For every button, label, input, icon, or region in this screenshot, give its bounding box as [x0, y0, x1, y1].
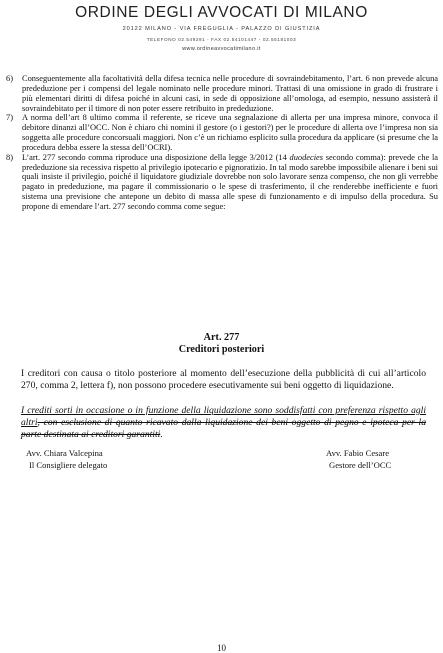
paragraph-end: . — [160, 428, 163, 440]
signature-name: Avv. Fabio Cesare — [326, 448, 390, 458]
numbered-list — [6, 74, 438, 212]
signature-role: Il Consigliere delegato — [29, 459, 108, 470]
article-title: Art. 277 — [203, 332, 240, 343]
list-item-text: A norma dell’art 8 ultimo comma il referente, se riceve una segnalazione di allerta per una impresa minore, convoca il debitore dinanzi all’OCC. Non è chiaro chi nomini il gestore (o i gestori?) per le procedure di allerta ove l’impresa non sia soggetta alle procedure concorsuali maggiori. Non c’è un richiamo esplicito sulla procedura da applicare (si presume che la procedura debba essere la stessa dell’OCRI). — [22, 113, 438, 152]
list-item — [6, 153, 438, 212]
signature-role: Gestore dell’OCC — [329, 459, 392, 470]
list-item-text-part: secondo comma): prevede che la prededuzione sia recessiva rispetto al privilegio ipotecario e pignoratizio. In tal modo sarebbe impossibile alienare i beni sui quali insiste il privilegio, poiché il liquidatore giudiziale dovrebbe non solo lavorare senza compenso, che non gli verrebbe pagato in prededuzione, ma pagare il commissionario o le spese di trasferimento, il che renderebbe inefficiente e fuori sistema una previsione che antepone un debito di massa alle spese di funzionamento e di impulso della procedura. Su propone di emendare l’art. 277 secondo comma come segue: — [22, 152, 438, 211]
article-paragraph: I creditori con causa o titolo posteriore al momento dell’esecuzione della pubblicità di cui all’articolo 270, comma 2, lettera f), non possono procedere esecutivamente sui beni oggetto di liquidazione. — [21, 368, 426, 391]
article-subtitle: Creditori posteriori — [178, 344, 265, 355]
list-item — [6, 113, 438, 152]
deleted-text: , con esclusione di quanto ricavato dalla liquidazione dei beni oggetto di pegno e ipoteca per la parte destinata ai creditori garantiti — [21, 416, 426, 440]
org-name: ORDINE DEGLI AVVOCATI DI MILANO — [75, 4, 368, 21]
list-item-text — [22, 153, 438, 212]
inserted-text: I crediti sorti in occasione o in funzione della liquidazione sono soddisfatti con preferenza rispetto agli altri — [21, 405, 426, 428]
list-item-text-italic: duodecies — [289, 152, 324, 162]
org-contacts: TELEFONO 02.549291 - FAX 02.54101447 - 02.55181003 — [146, 37, 297, 42]
list-item-text: Conseguentemente alla facoltatività della difesa tecnica nelle procedure di sovraindebitamento, l’art. 6 non prevede alcuna prededuzione per i compensi del legale nominato nelle procedure minori. Trattasi di una omissione in grado di frustrare i più elementari diritti di difesa poiché in alcuni casi, in sede di opposizione all’omologa, ad esempio, nessuno assisterà il sovraindebitato per il timore di non poter essere retribuito in prededuzione. — [22, 74, 438, 113]
list-item-number: 7) — [6, 113, 13, 123]
list-item-number: 8) — [6, 152, 13, 162]
signature-name: Avv. Chiara Valcepina — [26, 448, 103, 458]
letterhead — [0, 4, 443, 52]
list-item-text-part: L’art. 277 secondo comma riproduce una disposizione della legge 3/2012 (14 — [22, 152, 290, 162]
page-number: 10 — [217, 643, 226, 653]
list-item-number: 6) — [6, 74, 13, 83]
signature-left — [26, 448, 107, 471]
list-item — [6, 74, 438, 113]
org-website: www.ordineavvocatimilano.it — [182, 46, 261, 52]
signature-right — [326, 448, 391, 471]
article-paragraph-amended — [21, 405, 426, 440]
org-address: 20122 MILANO - VIA FREGUGLIA - PALAZZO DI GIUSTIZIA — [122, 26, 321, 32]
